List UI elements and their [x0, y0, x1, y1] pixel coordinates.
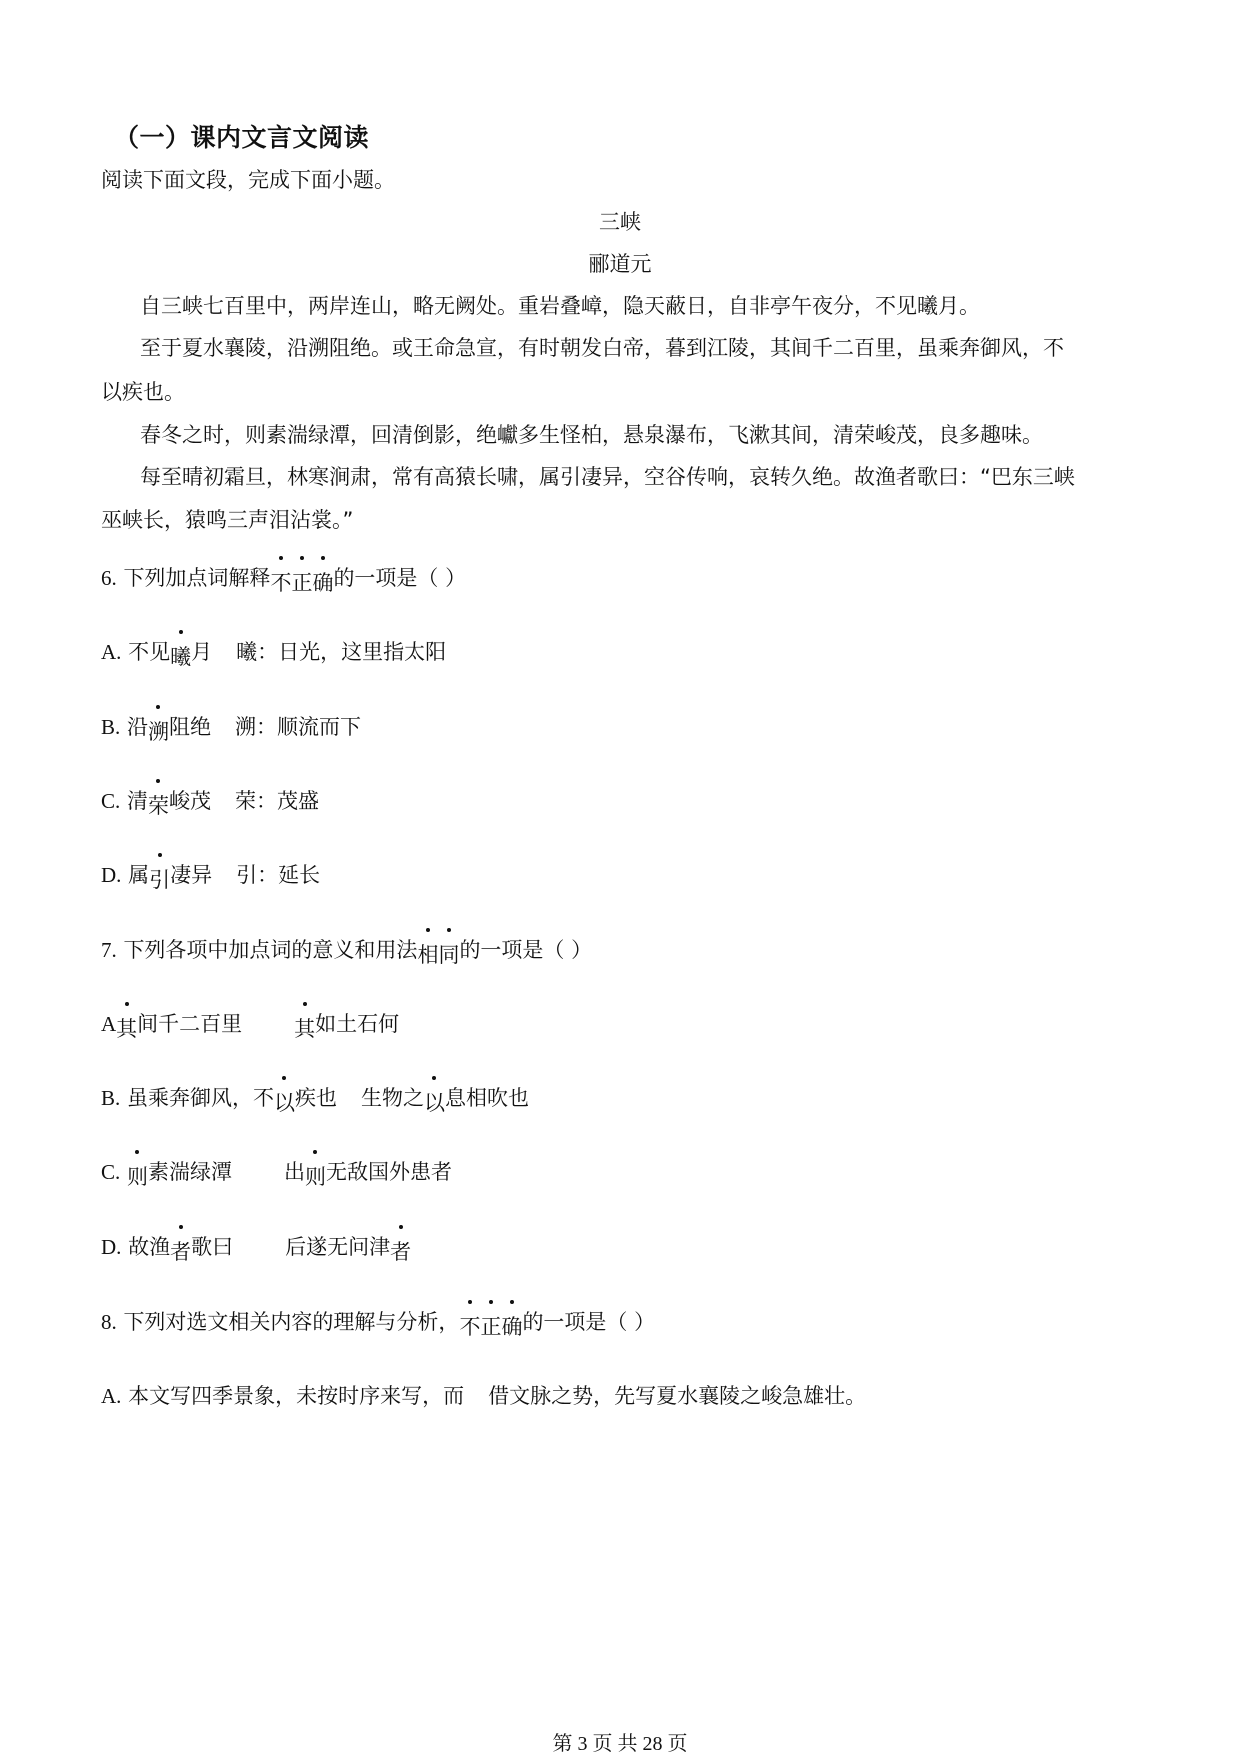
- q7-option-c[interactable]: [101, 1157, 452, 1187]
- question-number: 8.: [101, 1310, 117, 1334]
- question-7-stem: [101, 935, 592, 965]
- option-letter: B.: [101, 1086, 121, 1110]
- emphasis-dot-char: [127, 1157, 148, 1187]
- dotted-char: 同: [438, 943, 460, 967]
- question-number: 7.: [101, 938, 117, 962]
- option-text: 故渔: [128, 1235, 171, 1259]
- dotted-char: 者: [170, 1240, 192, 1264]
- passage-paragraph-3: 春冬之时，则素湍绿潭，回清倒影，绝巘多生怪柏，悬泉瀑布，飞漱其间，清荣峻茂，良多趣味。: [140, 423, 1043, 447]
- q6-option-a[interactable]: [101, 637, 446, 667]
- q6-option-c[interactable]: [101, 786, 319, 816]
- dotted-char: 确: [312, 571, 334, 595]
- emphasis-dot-char: [170, 1232, 191, 1262]
- passage-paragraph-4-cont: 巫峡长，猿鸣三声泪沾裳。”: [101, 508, 354, 532]
- stem-text: 的一项是（ ）: [459, 938, 593, 962]
- emphasis-dot-char: [170, 637, 191, 667]
- emphasis-dot-char: [274, 1083, 295, 1113]
- option-letter: D.: [101, 863, 122, 887]
- emphasis-dot-char: [148, 786, 169, 816]
- option-text: 息相吹也: [444, 1086, 529, 1110]
- q7-option-b[interactable]: [101, 1083, 529, 1113]
- option-text: 清: [126, 789, 148, 813]
- emphasis-dot-char: [294, 1009, 315, 1039]
- option-text: 借文脉之势，先写夏水襄陵之峻急雄壮。: [488, 1384, 867, 1408]
- emphasis-dot-char: [438, 935, 459, 965]
- option-text: 如土石何: [315, 1012, 400, 1036]
- emphasis-dot-char: [501, 1307, 522, 1337]
- dotted-char: 确: [501, 1315, 523, 1339]
- option-text: 本文写四季景象，未按时序来写，而: [128, 1384, 465, 1408]
- option-letter: B.: [101, 715, 121, 739]
- emphasis-dot-char: [424, 1083, 445, 1113]
- dotted-char: 则: [126, 1165, 148, 1189]
- option-text: 阻绝: [168, 715, 211, 739]
- emphasis-dot-char: [148, 712, 169, 742]
- option-explanation: 引：延长: [236, 863, 321, 887]
- passage-author: 郦道元: [588, 252, 652, 276]
- emphasis-dot-char: [417, 935, 438, 965]
- option-text: 间千二百里: [137, 1012, 243, 1036]
- option-text: 出: [283, 1160, 305, 1184]
- dotted-char: 其: [116, 1017, 138, 1041]
- dotted-char: 正: [291, 571, 313, 595]
- dotted-char: 以: [273, 1091, 295, 1115]
- emphasis-dot-char: [312, 563, 333, 593]
- dotted-char: 引: [149, 868, 171, 892]
- option-text: 无敌国外患者: [325, 1160, 452, 1184]
- option-text: 疾也: [294, 1086, 337, 1110]
- dotted-char: 者: [390, 1240, 412, 1264]
- option-explanation: 溯：顺流而下: [234, 715, 361, 739]
- stem-text: 下列对选文相关内容的理解与分析，: [123, 1310, 460, 1334]
- stem-text: 下列加点词解释: [123, 566, 271, 590]
- option-text: 后遂无问津: [285, 1235, 391, 1259]
- option-text: 属: [128, 863, 150, 887]
- q8-option-a[interactable]: [101, 1381, 866, 1411]
- emphasis-dot-char: [116, 1009, 137, 1039]
- option-text: 虽乘奔御风，不: [126, 1086, 274, 1110]
- dotted-char: 以: [423, 1091, 445, 1115]
- passage-title: 三峡: [599, 210, 641, 234]
- dotted-char: 相: [417, 943, 439, 967]
- option-letter: A: [101, 1012, 117, 1036]
- option-explanation: 曦：日光，这里指太阳: [236, 640, 447, 664]
- option-explanation: 荣：茂盛: [234, 789, 319, 813]
- question-number: 6.: [101, 566, 117, 590]
- page-number-footer: 第 3 页 共 28 页: [552, 1733, 688, 1755]
- option-text: 月: [191, 640, 213, 664]
- option-text: 素湍绿潭: [147, 1160, 232, 1184]
- q7-option-a[interactable]: [101, 1009, 399, 1039]
- option-text: 生物之: [360, 1086, 424, 1110]
- option-letter: D.: [101, 1235, 122, 1259]
- emphasis-dot-char: [305, 1157, 326, 1187]
- q7-option-d[interactable]: [101, 1232, 411, 1262]
- emphasis-dot-char: [149, 860, 170, 890]
- question-6-stem: [101, 563, 466, 593]
- stem-text: 的一项是（ ）: [333, 566, 467, 590]
- instruction-text: 阅读下面文段，完成下面小题。: [101, 168, 395, 192]
- dotted-char: 正: [480, 1315, 502, 1339]
- passage-paragraph-1: 自三峡七百里中，两岸连山，略无阙处。重岩叠嶂，隐天蔽日，自非亭午夜分，不见曦月。: [140, 294, 980, 318]
- option-letter: A.: [101, 640, 122, 664]
- dotted-char: 其: [294, 1017, 316, 1041]
- emphasis-dot-char: [459, 1307, 480, 1337]
- stem-text: 下列各项中加点词的意义和用法: [123, 938, 418, 962]
- passage-paragraph-2-cont: 以疾也。: [101, 380, 185, 404]
- dotted-char: 不: [459, 1315, 481, 1339]
- passage-paragraph-2: 至于夏水襄陵，沿溯阻绝。或王命急宣，有时朝发白帝，暮到江陵，其间千二百里，虽乘奔御风，不: [140, 336, 1064, 360]
- option-letter: C.: [101, 789, 121, 813]
- dotted-char: 荣: [147, 794, 169, 818]
- dotted-char: 曦: [170, 645, 192, 669]
- option-text: 凄异: [170, 863, 213, 887]
- option-letter: C.: [101, 1160, 121, 1184]
- question-8-stem: [101, 1307, 655, 1337]
- emphasis-dot-char: [291, 563, 312, 593]
- dotted-char: 不: [270, 571, 292, 595]
- q6-option-b[interactable]: [101, 712, 361, 742]
- emphasis-dot-char: [480, 1307, 501, 1337]
- option-text: 歌曰: [191, 1235, 234, 1259]
- passage-paragraph-4: 每至晴初霜旦，林寒涧肃，常有高猿长啸，属引凄异，空谷传响，哀转久绝。故渔者歌曰：“巴东三峡: [140, 465, 1075, 489]
- option-text: 峻茂: [168, 789, 211, 813]
- emphasis-dot-char: [270, 563, 291, 593]
- section-heading: （一）课内文言文阅读: [114, 123, 370, 152]
- stem-text: 的一项是（ ）: [522, 1310, 656, 1334]
- option-text: 沿: [126, 715, 148, 739]
- option-letter: A.: [101, 1384, 122, 1408]
- q6-option-d[interactable]: [101, 860, 320, 890]
- emphasis-dot-char: [390, 1232, 411, 1262]
- dotted-char: 溯: [147, 720, 169, 744]
- option-text: 不见: [128, 640, 171, 664]
- dotted-char: 则: [304, 1165, 326, 1189]
